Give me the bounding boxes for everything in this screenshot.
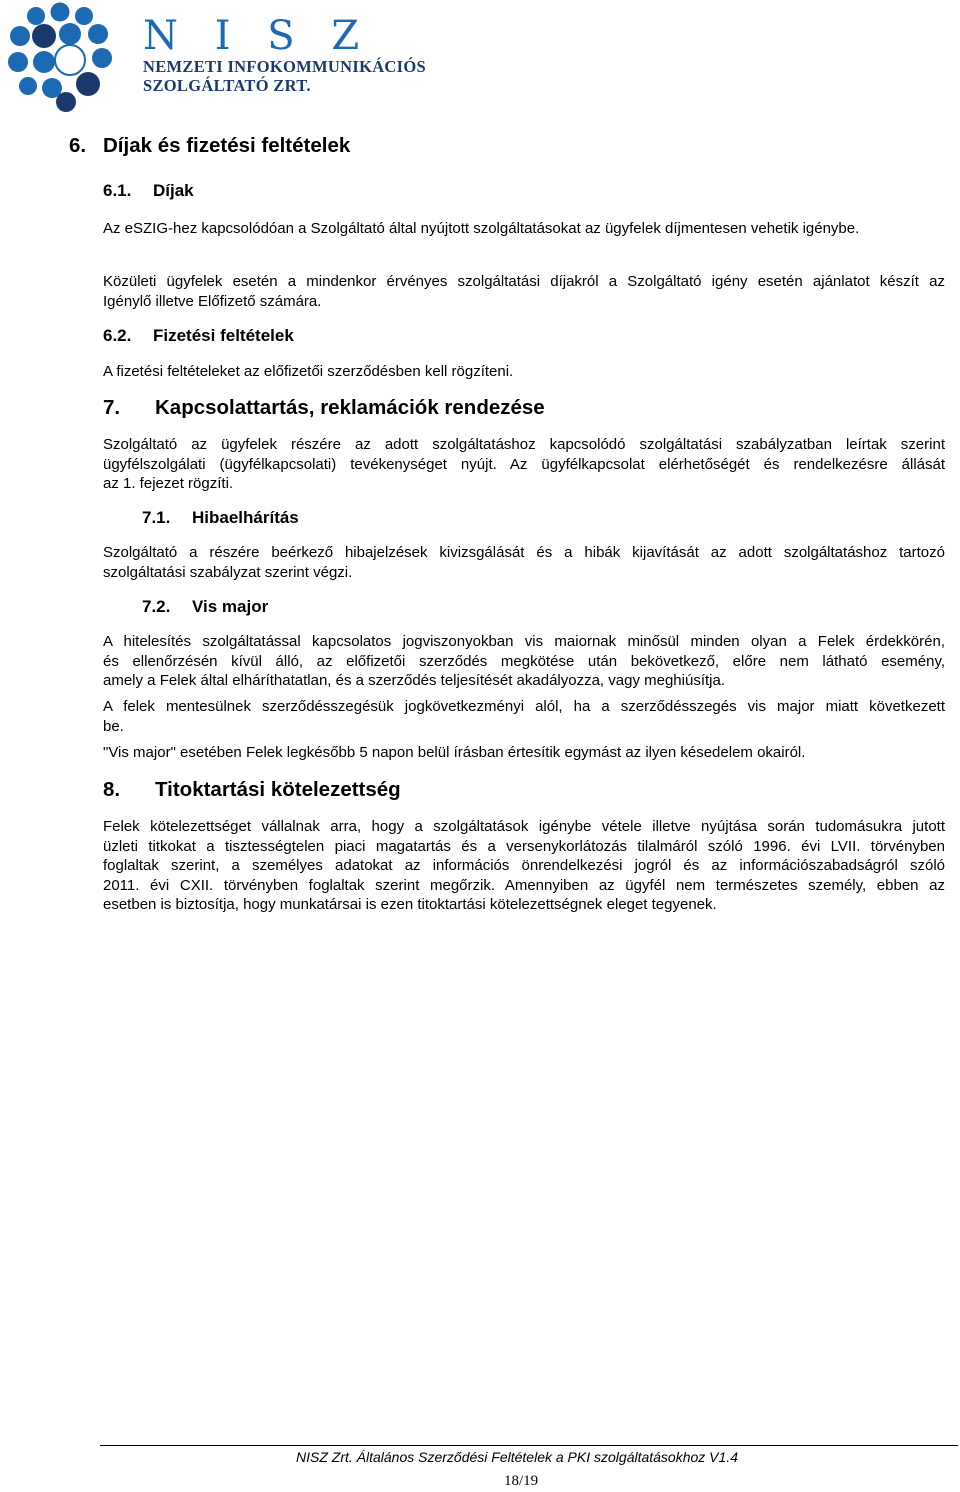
logo-title: N I S Z bbox=[143, 13, 372, 59]
paragraph-line: üzleti titkokat a tisztességtelen piaci magatartás és a versenykorlátozás tilalmáról szóló 1996. évi LVII. törvényben bbox=[103, 837, 945, 855]
paragraph-line: Szolgáltató az ügyfelek részére az adott szolgáltatáshoz kapcsolódó szolgáltatási szabályzatban leírtak szerint bbox=[103, 436, 945, 453]
section-7-title: Kapcsolattartás, reklamációk rendezése bbox=[155, 396, 545, 419]
section-6-2-paragraph: A fizetési feltételeket az előfizetői szerződésben kell rögzíteni. bbox=[103, 363, 514, 380]
section-6-1-title: Díjak bbox=[153, 181, 194, 200]
section-7-2-paragraph-3: "Vis major" esetében Felek legkésőbb 5 napon belül írásban értesítik egymást az ilyen késedelem okairól. bbox=[103, 744, 806, 761]
logo-subtitle-line2: SZOLGÁLTATÓ ZRT. bbox=[143, 76, 311, 95]
section-7-2-paragraph-1 bbox=[103, 632, 945, 691]
section-8-paragraph bbox=[103, 817, 945, 915]
section-8-title: Titoktartási kötelezettség bbox=[155, 778, 401, 801]
paragraph-line: és ellenőrzésén kívül álló, az előfizetői szerződés megkötése után bekövetkező, előre nem látható esemény, bbox=[103, 652, 945, 670]
section-8-number: 8. bbox=[103, 778, 121, 801]
paragraph-line: 2011. évi CXII. törvényben foglaltak szerint megőrzik. Amennyiben az ügyfél nem természetes személy, ebben az bbox=[103, 876, 945, 894]
section-7-number: 7. bbox=[103, 396, 121, 419]
paragraph-line: az 1. fejezet rögzíti. bbox=[103, 475, 234, 492]
section-6-title: Díjak és fizetési feltételek bbox=[103, 134, 351, 157]
section-7-1-title: Hibaelhárítás bbox=[192, 508, 299, 527]
paragraph-line: be. bbox=[103, 717, 124, 735]
footer-text: NISZ Zrt. Általános Szerződési Feltételek a PKI szolgáltatásokhoz V1.4 bbox=[296, 1449, 738, 1465]
section-7-paragraph bbox=[103, 435, 945, 494]
paragraph-line: ügyfélszolgálati (ügyfélkapcsolati) tevékenységet nyújt. Az ügyfélkapcsolat elérhetőségét és rendelkezésre állását bbox=[103, 455, 945, 473]
section-7-2-paragraph-2 bbox=[103, 697, 945, 736]
paragraph-line: A hitelesítés szolgáltatással kapcsolatos jogviszonyokban vis maiornak minősül minden olyan a Felek érdekkörén, bbox=[103, 633, 945, 650]
logo-subtitle-line1: NEMZETI INFOKOMMUNIKÁCIÓS bbox=[143, 57, 426, 76]
paragraph-line: Felek kötelezettséget vállalnak arra, hogy a szolgáltatások igénybe vétele illetve nyújtása során tudomásukra jutott bbox=[103, 818, 945, 835]
section-7-2-title: Vis major bbox=[192, 597, 269, 616]
paragraph-line: A felek mentesülnek szerződésszegésük jogkövetkezményi alól, ha a szerződésszegés vis major miatt következett bbox=[103, 698, 945, 715]
paragraph-line: amely a Felek által elháríthatatlan, és a szerződés teljesítését akadályozza, vagy meghiúsítja. bbox=[103, 672, 725, 689]
paragraph-line: Igénylő illetve Előfizető számára. bbox=[103, 292, 322, 310]
section-6-1-paragraph-2 bbox=[103, 272, 945, 311]
paragraph-line: foglaltak szerint, a személyes adatokat az információs önrendelkezési jogról és az információszabadságról szóló bbox=[103, 857, 945, 874]
paragraph-line: szolgáltatási szabályzat szerint végzi. bbox=[103, 563, 353, 581]
page-number: 18/19 bbox=[504, 1473, 539, 1489]
paragraph-line: esetben is biztosítja, hogy munkatársai is ezen titoktartási kötelezettségnek eleget tegyenek. bbox=[103, 896, 717, 913]
section-7-1-paragraph bbox=[103, 543, 945, 582]
section-6-number: 6. bbox=[69, 134, 87, 157]
section-6-2-title: Fizetési feltételek bbox=[153, 326, 294, 345]
nisz-logo-dots-icon bbox=[6, 2, 131, 114]
footer-divider bbox=[100, 1445, 958, 1446]
paragraph-line: Szolgáltató a részére beérkező hibajelzések kivizsgálását és a hibák kijavítását az adott szolgáltatáshoz tartozó bbox=[103, 544, 945, 561]
paragraph-line: Közületi ügyfelek esetén a mindenkor érvényes szolgáltatási díjakról a Szolgáltató igény esetén ajánlatot készít az bbox=[103, 273, 945, 290]
section-6-1-number: 6.1. bbox=[103, 181, 132, 200]
section-6-1-paragraph-1: Az eSZIG-hez kapcsolódóan a Szolgáltató által nyújtott szolgáltatásokat az ügyfelek díjmentesen vehetik igénybe. bbox=[103, 220, 860, 237]
nisz-logo bbox=[6, 2, 426, 114]
section-7-1-number: 7.1. bbox=[142, 508, 171, 527]
section-7-2-number: 7.2. bbox=[142, 597, 171, 616]
section-6-2-number: 6.2. bbox=[103, 326, 132, 345]
